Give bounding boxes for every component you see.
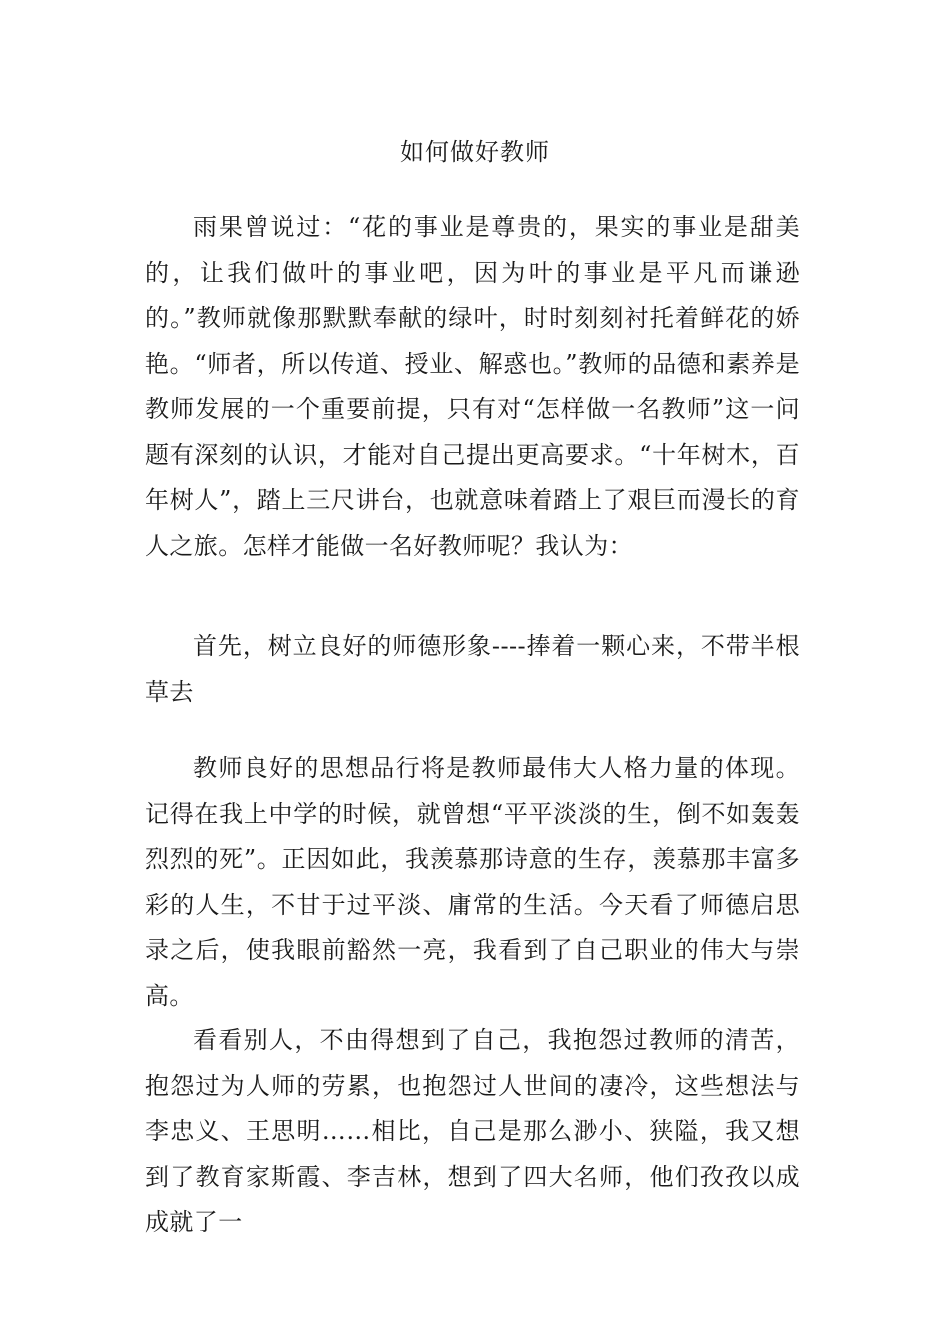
paragraph-section-heading: 首先，树立良好的师德形象----捧着一颗心来，不带半根草去: [145, 632, 800, 706]
paragraph-body: 教师良好的思想品行将是教师最伟大人格力量的体现。记得在我上中学的时候，就曾想“平平淡淡的生，倒不如轰轰烈烈的死”。正因如此，我羡慕那诗意的生存，羡慕那丰富多彩的人生，不甘于过平淡、庸常的生活。今天看了师德启思录之后，使我眼前豁然一亮，我看到了自己职业的伟大与崇高。: [145, 754, 800, 1010]
document-title: 如何做好教师: [400, 138, 550, 166]
paragraph-intro: 雨果曾说过：“花的事业是尊贵的，果实的事业是甜美的，让我们做叶的事业吧，因为叶的事业是平凡而谦逊的。”教师就像那默默奉献的绿叶，时时刻刻衬托着鲜花的娇艳。“师者，所以传道、授业、解惑也。”教师的品德和素养是教师发展的一个重要前提，只有对“怎样做一名教师”这一问题有深刻的认识，才能对自己提出更高要求。“十年树木，百年树人”，踏上三尺讲台，也就意味着踏上了艰巨而漫长的育人之旅。怎样才能做一名好教师呢？我认为：: [145, 213, 800, 560]
paragraph-body: 看看别人，不由得想到了自己，我抱怨过教师的清苦，抱怨过为人师的劳累，也抱怨过人世间的凄冷，这些想法与李忠义、王思明……相比，自己是那么渺小、狭隘，我又想到了教育家斯霞、李吉林，想到了四大名师，他们孜孜以成成就了一: [145, 1026, 800, 1236]
